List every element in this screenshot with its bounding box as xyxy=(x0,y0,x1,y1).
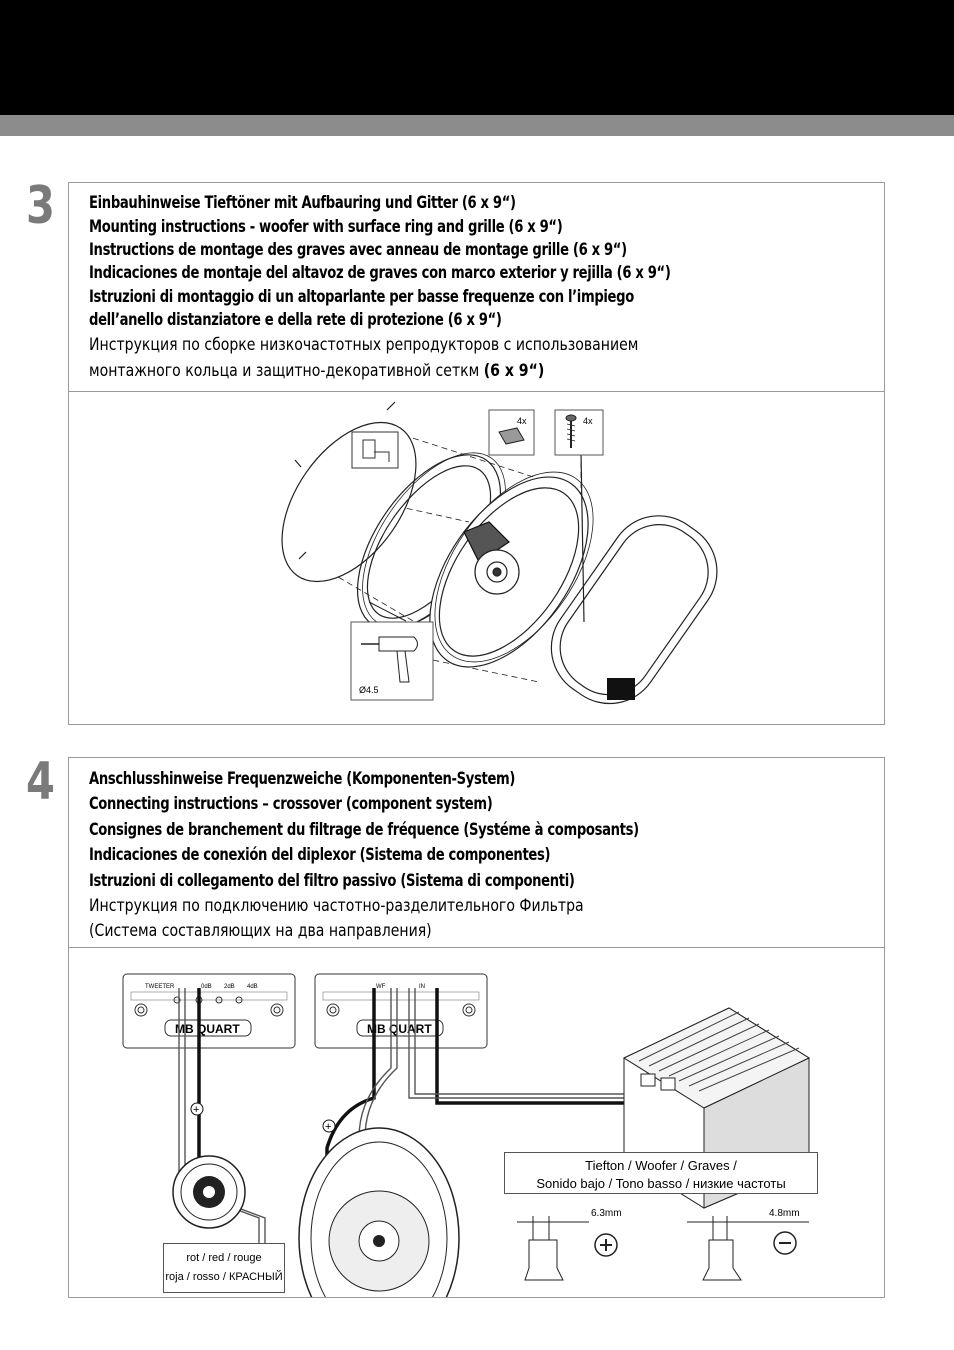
woofer xyxy=(299,1128,459,1297)
clip-qty: 4x xyxy=(517,416,527,426)
svg-text:+: + xyxy=(325,1121,332,1133)
terminal-negative xyxy=(687,1216,809,1280)
section-4-heading xyxy=(69,758,884,948)
terminal-positive xyxy=(517,1216,617,1280)
screw-icon xyxy=(555,410,603,455)
heading-fr: Instructions de montage des graves avec anneau de montage grille (6 x 9“) xyxy=(89,240,627,260)
header-bar xyxy=(0,0,954,115)
terminal-pos-size: 6.3mm xyxy=(591,1208,622,1219)
heading-en: Connecting instructions – crossover (component system) xyxy=(89,794,493,814)
heading-es: Indicaciones de montaje del altavoz de graves con marco exterior y rejilla (6 x 9“) xyxy=(89,263,671,283)
in-label: IN xyxy=(419,984,425,990)
heading-it-1: Istruzioni di montaggio di un altoparlante per basse frequenze con l’impiego xyxy=(89,287,634,307)
woofer-label-box: Tiefton / Woofer / Graves / Sonido bajo / Tono basso / низкие частоты xyxy=(504,1152,818,1194)
heading-es: Indicaciones de conexión del diplexor (Sistema de componentes) xyxy=(89,845,551,865)
drill-size: Ø4.5 xyxy=(359,685,379,695)
level-2db: 2dB xyxy=(224,984,235,990)
step-number-3: 3 xyxy=(26,176,55,236)
crossover-woofer-unit xyxy=(315,974,487,1048)
red-wire-label-box: rot / red / rouge roja / rosso / КРАСНЫЙ xyxy=(163,1243,285,1293)
svg-text:+: + xyxy=(193,1104,200,1116)
level-4db: 4dB xyxy=(247,984,258,990)
level-0db: 0dB xyxy=(201,984,212,990)
screw-qty: 4x xyxy=(583,416,593,426)
heading-it-2: dell’anello distanziatore e della rete di protezione (6 x 9“) xyxy=(89,310,502,330)
wf-label: WF xyxy=(376,984,386,990)
heading-ru-2: монтажного кольца и защитно-декоративной сеткм (6 x 9“) xyxy=(89,361,545,381)
heading-fr: Consignes de branchement du filtrage de fréquence (Systéme à composants) xyxy=(89,820,639,840)
heading-it: Istruzioni di collegamento del filtro passivo (Sistema di componenti) xyxy=(89,871,575,891)
brand-logo-1: MB QUART xyxy=(175,1022,240,1036)
brand-logo-2: MB QUART xyxy=(367,1022,432,1036)
mounting-diagram xyxy=(69,392,884,724)
heading-ru-1: Инструкция по сборке низкочастотных репродукторов с использованием xyxy=(89,335,639,355)
tweeter-label: TWEETER xyxy=(145,984,175,990)
heading-ru-2: (Система составляющих на два направления) xyxy=(89,921,432,941)
heading-ru-1: Инструкция по подключению частотно-разделительного Фильтра xyxy=(89,896,584,916)
tweeter xyxy=(173,1156,245,1228)
section-3-heading xyxy=(69,183,884,392)
section-3-panel xyxy=(68,182,885,725)
heading-en: Mounting instructions - woofer with surface ring and grille (6 x 9“) xyxy=(89,217,563,237)
section-4-panel xyxy=(68,757,885,1298)
step-number-4: 4 xyxy=(26,752,55,812)
terminal-neg-size: 4.8mm xyxy=(769,1208,800,1219)
header-subbar xyxy=(0,115,954,136)
heading-de: Anschlusshinweise Frequenzweiche (Komponenten-System) xyxy=(89,769,516,789)
heading-de: Einbauhinweise Tieftöner mit Aufbauring und Gitter (6 x 9“) xyxy=(89,193,516,213)
